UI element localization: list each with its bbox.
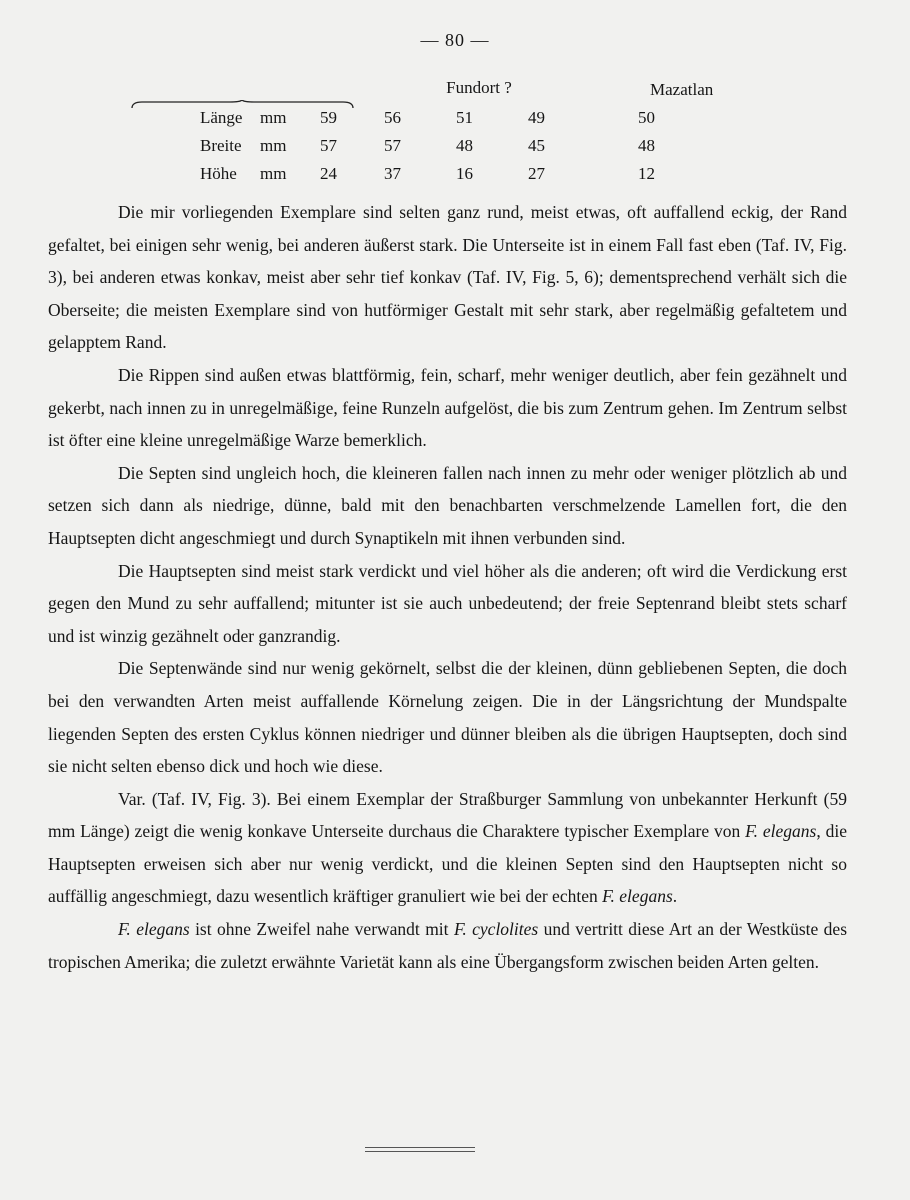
table-cell: 56 bbox=[384, 108, 401, 127]
paragraph: Die Septenwände sind nur wenig gekörnelt, selbst die der kleinen, dünn gebliebenen Septen, die doch bei den verwandten Arten meist auffallende Körnelung zeigen. Die in der Längsrichtung der Mundspalte liegenden Septen des ersten Cyklus können niedriger und dünner bleiben als die übrigen Hauptsepten, doch sind sie nicht selten ebenso dick und hoch wie diese. bbox=[48, 658, 847, 777]
species-name: F. cyclolites bbox=[453, 919, 539, 940]
row-label: Höhe bbox=[200, 164, 237, 183]
paragraph: Die Rippen sind außen etwas blattförmig, fein, scharf, mehr weniger deutlich, aber fein gezähnelt und gekerbt, nach innen zu in unregelmäßige, feine Runzeln aufgelöst, die bis zum Zentrum gehen. Im Zentrum selbst ist öfter eine kleine unregelmäßige Warze bemerklich. bbox=[48, 364, 847, 451]
table-cell: 12 bbox=[638, 164, 655, 183]
table-cell: 37 bbox=[384, 164, 401, 183]
table-row bbox=[200, 132, 713, 160]
text-run: . bbox=[672, 886, 678, 907]
end-rule bbox=[365, 1147, 475, 1152]
table-cell: 16 bbox=[456, 164, 473, 183]
table-cell: 57 bbox=[384, 136, 401, 155]
text-run: und vertritt diese Art an der Westküste des tropischen Amerika; die zuletzt erwähnte Varietät kann als eine Übergangsform zwischen beiden Arten gelten. bbox=[48, 919, 847, 972]
table-header-row bbox=[200, 76, 713, 104]
table-cell: 45 bbox=[528, 136, 545, 155]
row-label: Länge bbox=[200, 108, 243, 127]
table-cell: 48 bbox=[456, 136, 473, 155]
row-unit: mm bbox=[260, 164, 287, 183]
table-cell: 57 bbox=[320, 136, 337, 155]
table-cell: 24 bbox=[320, 164, 337, 183]
table-cell: 49 bbox=[528, 108, 545, 127]
species-name: F. elegans bbox=[745, 821, 817, 842]
table-cell: 50 bbox=[638, 108, 655, 127]
table-cell: 59 bbox=[320, 108, 337, 127]
paragraph-variety bbox=[48, 783, 847, 913]
measurement-table bbox=[200, 76, 713, 188]
row-unit: mm bbox=[260, 108, 287, 127]
table-row bbox=[200, 160, 713, 188]
text-run: Var. (Taf. IV, Fig. 3). Bei einem Exemplar der Straßburger Sammlung von unbekannter Herkunft (59 mm Länge) zeigt die wenig konkave Unterseite durchaus die Charaktere typischer Exemplare von bbox=[48, 788, 847, 842]
species-name: F. elegans bbox=[602, 886, 673, 907]
header-mazatlan: Mazatlan bbox=[650, 80, 714, 99]
table-cell: 51 bbox=[456, 108, 473, 127]
text-run: ist ohne Zweifel nahe verwandt mit bbox=[189, 919, 454, 940]
body-text bbox=[48, 196, 847, 978]
row-label: Breite bbox=[200, 136, 242, 155]
text-run: , die Hauptsepten erweisen sich aber nur wenig verdickt, und die kleinen Septen sind den Hauptsepten nicht so auffällig angeschmiegt, dazu wesentlich kräftiger granuliert wie bei der echten bbox=[48, 821, 847, 907]
paragraph-conclusion bbox=[48, 913, 847, 978]
paragraph: Die mir vorliegenden Exemplare sind selten ganz rund, meist etwas, oft auffallend eckig, der Rand gefaltet, bei einigen sehr wenig, bei anderen äußerst stark. Die Unterseite ist in einem Fall fast eben (Taf. IV, Fig. 3), bei anderen etwas konkav, meist aber sehr tief konkav (Taf. IV, Fig. 5, 6); dementsprechend verhält sich die Oberseite; die meisten Exemplare sind von hutförmiger Gestalt mit sehr stark, aber regelmäßig gefaltetem und gelapptem Rand. bbox=[48, 202, 847, 353]
page-number: — 80 — bbox=[420, 30, 490, 50]
species-name: F. elegans bbox=[118, 919, 190, 940]
table-row bbox=[200, 104, 713, 132]
table-cell: 27 bbox=[528, 164, 545, 183]
table-cell: 48 bbox=[638, 136, 655, 155]
paragraph: Die Septen sind ungleich hoch, die kleineren fallen nach innen zu mehr oder weniger plötzlich ab und setzen sich dann als niedrige, dünne, bald mit den benachbarten verschmelzende Lamellen fort, die den Hauptsepten dicht angeschmiegt und durch Synaptikeln mit ihnen verbunden sind. bbox=[48, 462, 847, 548]
paragraph: Die Hauptsepten sind meist stark verdickt und viel höher als die anderen; oft wird die Verdickung erst gegen den Mund zu sehr auffallend; mitunter ist sie auch unbedeutend; der freie Septenrand bleibt stets scharf und ist winzig gezähnelt oder ganzrandig. bbox=[48, 560, 847, 646]
header-fundort: Fundort ? bbox=[446, 78, 512, 97]
row-unit: mm bbox=[260, 136, 287, 155]
